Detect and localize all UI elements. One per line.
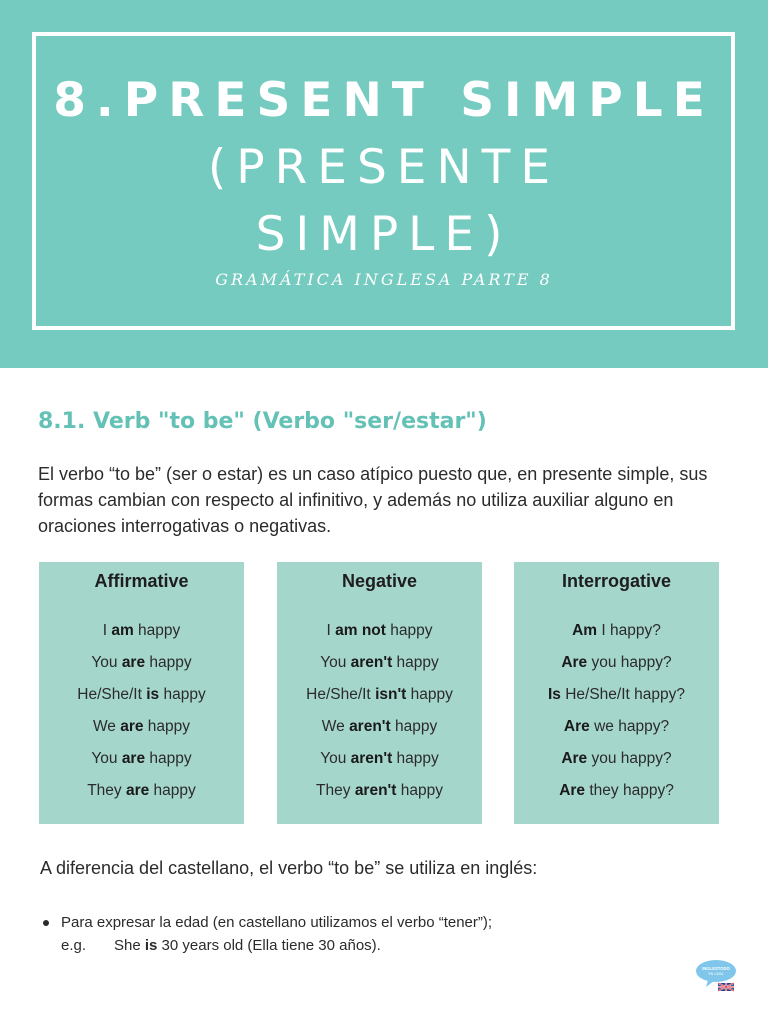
row-complement: we happy? — [589, 718, 670, 735]
row-complement: happy — [159, 686, 206, 703]
speech-bubble-flag-logo-icon — [694, 958, 738, 992]
affirmative-table — [39, 562, 244, 824]
page-title-line-3: SIMPLE) — [255, 207, 513, 262]
row-complement: you happy? — [587, 750, 672, 767]
affirmative-rows — [39, 618, 244, 810]
row-complement: I happy? — [597, 622, 661, 639]
affirmative-row — [39, 650, 244, 682]
interrogative-row — [514, 746, 719, 778]
page-title-line-2: (PRESENTE — [207, 140, 561, 195]
example-label: e.g. — [61, 937, 87, 954]
affirmative-row — [39, 778, 244, 810]
example-verb: is — [144, 937, 158, 954]
row-verb: are — [121, 654, 146, 671]
row-subject: I — [102, 622, 112, 639]
row-verb: are — [125, 782, 150, 799]
row-complement: happy — [392, 654, 439, 671]
negative-table — [277, 562, 482, 824]
row-subject: You — [320, 654, 351, 671]
row-verb: Are — [559, 782, 586, 799]
row-subject: He/She/It — [77, 686, 147, 703]
row-complement: happy — [406, 686, 453, 703]
negative-row — [277, 650, 482, 682]
affirmative-row — [39, 714, 244, 746]
row-verb: aren't — [349, 718, 391, 735]
row-complement: happy — [133, 622, 181, 639]
intro-paragraph: El verbo “to be” (ser o estar) es un caso atípico puesto que, en presente simple, sus formas cambian con respecto al infinitivo, y además no utiliza auxiliar alguno en oraciones interrogativas o negativas. — [38, 464, 708, 536]
row-subject: We — [321, 718, 350, 735]
row-complement: you happy? — [587, 654, 672, 671]
affirmative-row — [39, 746, 244, 778]
row-verb: Am — [572, 622, 598, 639]
interrogative-heading: Interrogative — [561, 571, 672, 591]
interrogative-row — [514, 714, 719, 746]
row-subject: You — [91, 654, 122, 671]
interrogative-table — [514, 562, 719, 824]
row-subject: We — [92, 718, 121, 735]
interrogative-row — [514, 778, 719, 810]
interrogative-row — [514, 618, 719, 650]
interrogative-row — [514, 682, 719, 714]
row-verb: is — [146, 686, 160, 703]
row-complement: happy — [392, 750, 439, 767]
row-verb: aren't — [354, 782, 397, 799]
interrogative-rows — [514, 618, 719, 810]
row-subject: He/She/It — [306, 686, 376, 703]
row-verb: aren't — [350, 750, 393, 767]
row-verb: Is — [547, 686, 561, 703]
row-complement: happy — [390, 718, 438, 735]
row-subject: They — [316, 782, 355, 799]
row-verb: isn't — [375, 686, 407, 703]
row-verb: aren't — [350, 654, 393, 671]
row-complement: happy — [396, 782, 443, 799]
usage-intro: A diferencia del castellano, el verbo “to be” se utiliza en inglés: — [40, 858, 538, 878]
affirmative-row — [39, 618, 244, 650]
row-verb: are — [121, 750, 146, 767]
example-post: 30 years old (Ella tiene 30 años). — [157, 937, 381, 954]
row-verb: Are — [563, 718, 590, 735]
logo-text-bottom: EN CASA — [708, 972, 724, 976]
row-subject: You — [320, 750, 351, 767]
interrogative-row — [514, 650, 719, 682]
negative-row — [277, 778, 482, 810]
negative-row — [277, 682, 482, 714]
row-subject: They — [87, 782, 126, 799]
negative-row — [277, 746, 482, 778]
row-subject: I — [326, 622, 336, 639]
negative-row — [277, 618, 482, 650]
page-title-line-1: 8.PRESENT SIMPLE — [53, 73, 715, 128]
row-verb: am not — [335, 622, 386, 639]
logo-text-top: INGLESTODO — [702, 966, 730, 971]
example-sentence — [114, 934, 381, 957]
usage-bullet-text: Para expresar la edad (en castellano utilizamos el verbo “tener”); — [61, 914, 493, 931]
row-complement: happy — [149, 782, 196, 799]
row-verb: Are — [561, 654, 588, 671]
row-verb: Are — [561, 750, 588, 767]
row-verb: are — [120, 718, 144, 735]
row-complement: happy — [145, 750, 192, 767]
negative-rows — [277, 618, 482, 810]
bullet-icon — [43, 920, 49, 926]
affirmative-row — [39, 682, 244, 714]
row-complement: happy — [143, 718, 191, 735]
page-subtitle: GRAMÁTICA INGLESA PARTE 8 — [215, 270, 553, 289]
row-verb: am — [111, 622, 134, 639]
negative-heading: Negative — [341, 571, 418, 591]
row-complement: He/She/It happy? — [560, 686, 686, 703]
row-complement: they happy? — [585, 782, 674, 799]
section-title: 8.1. Verb "to be" (Verbo "ser/estar") — [38, 409, 487, 434]
row-complement: happy — [145, 654, 192, 671]
example-pre: She — [114, 937, 145, 954]
row-subject: You — [91, 750, 122, 767]
row-complement: happy — [385, 622, 433, 639]
negative-row — [277, 714, 482, 746]
affirmative-heading: Affirmative — [94, 571, 189, 591]
